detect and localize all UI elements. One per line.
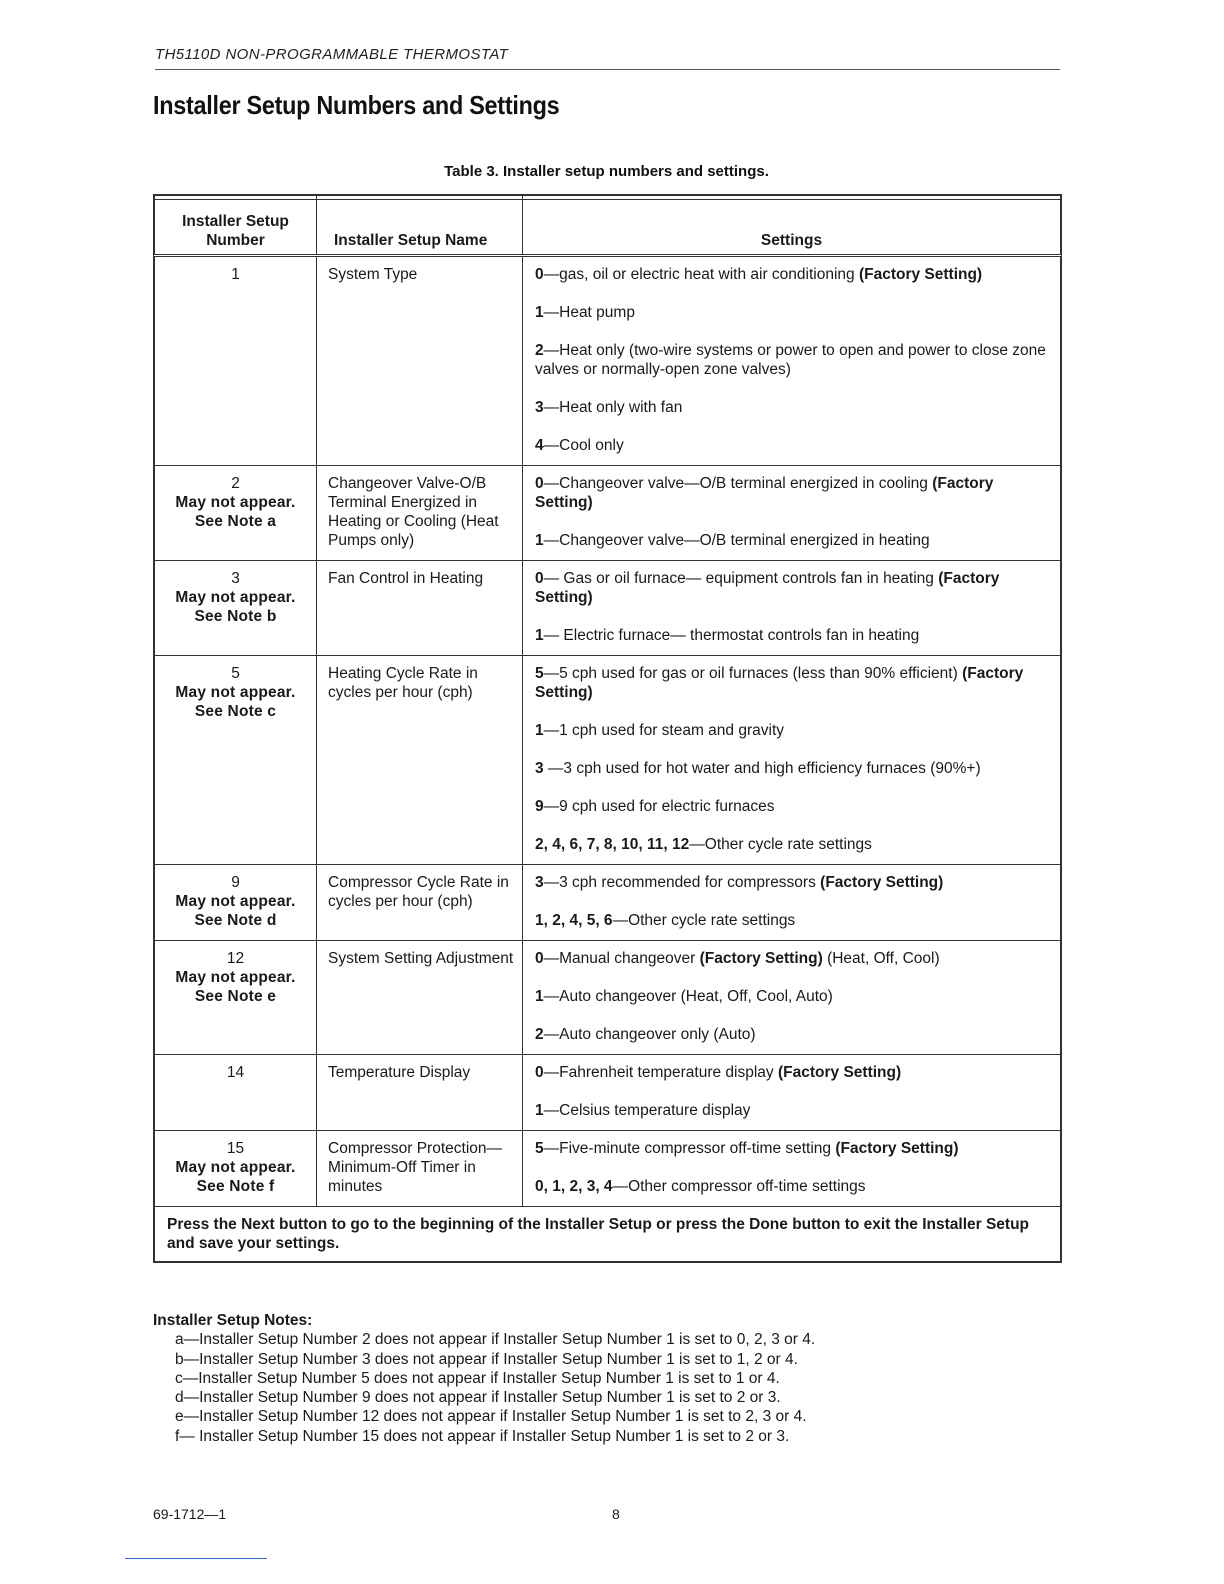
setting-option <box>535 569 1050 607</box>
setup-number-cell <box>155 561 317 656</box>
setting-description: —Changeover valve—O/B terminal energized in heating <box>543 532 930 549</box>
table-body <box>155 256 1061 1207</box>
setting-description: —Heat only (two-wire systems or power to open and power to close zone valves or normally-open zone valves) <box>535 342 1046 378</box>
setup-number: 2 <box>231 475 240 492</box>
setup-number: 3 <box>231 570 240 587</box>
settings-cell <box>523 941 1061 1055</box>
setting-option <box>535 303 1050 322</box>
settings-cell <box>523 466 1061 561</box>
table-row <box>155 466 1061 561</box>
setup-name-cell: Changeover Valve-O/B Terminal Energized in Heating or Cooling (Heat Pumps only) <box>317 466 523 561</box>
setting-code: 0, 1, 2, 3, 4 <box>535 1178 613 1195</box>
setting-code: 4 <box>535 437 544 454</box>
table-row <box>155 941 1061 1055</box>
settings-cell <box>523 865 1061 941</box>
setup-table <box>154 195 1061 1262</box>
setup-number: 14 <box>226 1064 245 1081</box>
factory-setting-label: (Factory Setting) <box>858 266 983 283</box>
setting-description: —Heat pump <box>543 304 635 321</box>
page-number: 8 <box>612 1506 620 1522</box>
setting-description: —5 cph used for gas or oil furnaces (less than 90% efficient) <box>543 665 958 682</box>
setting-code: 2 <box>535 342 544 359</box>
setup-number-cell <box>155 656 317 865</box>
setup-name-cell: Temperature Display <box>317 1055 523 1131</box>
setting-description: —3 cph used for hot water and high efficiency furnaces (90%+) <box>543 760 981 777</box>
note-item: a—Installer Setup Number 2 does not appear if Installer Setup Number 1 is set to 0, 2, 3 or 4. <box>175 1331 816 1349</box>
setting-option <box>535 721 1050 740</box>
setting-description: —Other cycle rate settings <box>689 836 872 853</box>
setup-number: 5 <box>231 665 240 682</box>
setting-option <box>535 1177 1050 1196</box>
setting-description: —Auto changeover only (Auto) <box>543 1026 756 1043</box>
note-item: d—Installer Setup Number 9 does not appear if Installer Setup Number 1 is set to 2 or 3. <box>175 1389 781 1407</box>
footer-rule <box>125 1558 267 1559</box>
setting-option <box>535 987 1050 1006</box>
setup-number-note: May not appear. See Note d <box>175 893 296 929</box>
setting-code: 1, 2, 4, 5, 6 <box>535 912 613 929</box>
setup-name-cell: Compressor Cycle Rate in cycles per hour (cph) <box>317 865 523 941</box>
setting-extra: (Heat, Off, Cool) <box>827 950 940 967</box>
setting-code: 5 <box>535 665 544 682</box>
setting-option <box>535 436 1050 455</box>
setup-number: 15 <box>226 1140 245 1157</box>
column-header-settings: Settings <box>523 196 1061 256</box>
setup-name-cell: Heating Cycle Rate in cycles per hour (cph) <box>317 656 523 865</box>
factory-setting-label: (Factory Setting) <box>699 950 823 967</box>
setting-option <box>535 664 1050 702</box>
table-row <box>155 1055 1061 1131</box>
setup-number-cell <box>155 466 317 561</box>
factory-setting-label: (Factory Setting) <box>535 570 1000 606</box>
setting-description: —1 cph used for steam and gravity <box>543 722 784 739</box>
setting-code: 0 <box>535 1064 544 1081</box>
setup-number-note: May not appear. See Note a <box>175 494 296 530</box>
table-footer-row <box>155 1207 1061 1262</box>
setting-description: —Changeover valve—O/B terminal energized in cooling <box>543 475 928 492</box>
setup-number-note: May not appear. See Note f <box>175 1159 296 1195</box>
table-row <box>155 256 1061 466</box>
setting-option <box>535 759 1050 778</box>
table-row <box>155 561 1061 656</box>
setting-code: 5 <box>535 1140 544 1157</box>
notes-title: Installer Setup Notes: <box>153 1312 313 1329</box>
setting-option <box>535 949 1050 968</box>
setup-name-cell: Fan Control in Heating <box>317 561 523 656</box>
setting-option <box>535 1025 1050 1044</box>
setting-description: —Fahrenheit temperature display <box>543 1064 774 1081</box>
setting-option <box>535 626 1050 645</box>
setup-name-cell: Compressor Protection— Minimum-Off Timer in minutes <box>317 1131 523 1207</box>
table-row <box>155 1131 1061 1207</box>
setting-code: 1 <box>535 1102 544 1119</box>
setting-code: 3 <box>535 874 544 891</box>
setup-number-cell <box>155 1131 317 1207</box>
setting-description: —Other cycle rate settings <box>612 912 796 929</box>
setup-number-cell <box>155 256 317 466</box>
table-footer-instruction: Press the Next button to go to the beginning of the Installer Setup or press the Done button to exit the Installer Setup and save your settings. <box>155 1207 1061 1262</box>
note-item: b—Installer Setup Number 3 does not appear if Installer Setup Number 1 is set to 1, 2 or 4. <box>175 1350 798 1368</box>
note-item: c—Installer Setup Number 5 does not appear if Installer Setup Number 1 is set to 1 or 4. <box>175 1369 780 1387</box>
setting-code: 1 <box>535 532 544 549</box>
settings-cell <box>523 256 1061 466</box>
factory-setting-label: (Factory Setting) <box>820 874 944 891</box>
table-row <box>155 656 1061 865</box>
setting-code: 1 <box>535 988 544 1005</box>
setup-table-container <box>153 194 1062 1263</box>
setting-option <box>535 835 1050 854</box>
setting-description: —gas, oil or electric heat with air conditioning <box>543 266 855 283</box>
setting-option <box>535 265 1050 284</box>
column-header-number: Installer Setup Number <box>155 196 317 256</box>
setting-option <box>535 797 1050 816</box>
setup-number: 12 <box>226 950 245 967</box>
setting-code: 1 <box>535 627 544 644</box>
setting-description: —Five-minute compressor off-time setting <box>543 1140 832 1157</box>
settings-cell <box>523 1055 1061 1131</box>
setting-code: 1 <box>535 722 544 739</box>
setting-option <box>535 1101 1050 1120</box>
setup-number-cell <box>155 865 317 941</box>
setting-code: 1 <box>535 304 544 321</box>
setup-number-note: May not appear. See Note b <box>175 589 296 625</box>
factory-setting-label: (Factory Setting) <box>535 475 994 511</box>
settings-cell <box>523 561 1061 656</box>
table-caption: Table 3. Installer setup numbers and settings. <box>444 163 769 180</box>
setting-description: —Manual changeover <box>543 950 696 967</box>
factory-setting-label: (Factory Setting) <box>535 665 1024 701</box>
setting-description: —Auto changeover (Heat, Off, Cool, Auto) <box>543 988 833 1005</box>
setting-option <box>535 474 1050 512</box>
setting-option <box>535 873 1050 892</box>
setup-number: 9 <box>231 874 240 891</box>
factory-setting-label: (Factory Setting) <box>777 1064 902 1081</box>
settings-cell <box>523 1131 1061 1207</box>
table-header-row <box>155 196 1061 256</box>
note-item: f— Installer Setup Number 15 does not appear if Installer Setup Number 1 is set to 2 or 3. <box>175 1427 790 1445</box>
setup-name-cell: System Type <box>317 256 523 466</box>
setting-option <box>535 911 1050 930</box>
note-item: e—Installer Setup Number 12 does not appear if Installer Setup Number 1 is set to 2, 3 or 4. <box>175 1408 807 1426</box>
setting-code: 2 <box>535 1026 544 1043</box>
installer-setup-notes <box>153 1311 815 1446</box>
setting-code: 0 <box>535 570 544 587</box>
document-number: 69-1712—1 <box>153 1506 227 1522</box>
setting-description: — Electric furnace— thermostat controls fan in heating <box>543 627 920 644</box>
setting-option <box>535 341 1050 379</box>
setting-code: 0 <box>535 950 544 967</box>
setting-description: — Gas or oil furnace— equipment controls fan in heating <box>543 570 934 587</box>
setup-number-note: May not appear. See Note e <box>175 969 296 1005</box>
table-row <box>155 865 1061 941</box>
setting-option <box>535 1063 1050 1082</box>
setup-number-note: May not appear. See Note c <box>175 684 296 720</box>
setup-number-cell <box>155 941 317 1055</box>
setting-description: —3 cph recommended for compressors <box>543 874 816 891</box>
setting-code: 9 <box>535 798 544 815</box>
setting-code: 3 <box>535 760 544 777</box>
settings-cell <box>523 656 1061 865</box>
setting-description: —Cool only <box>543 437 624 454</box>
setting-option <box>535 398 1050 417</box>
setting-description: —Heat only with fan <box>543 399 683 416</box>
setting-code: 0 <box>535 266 544 283</box>
factory-setting-label: (Factory Setting) <box>835 1140 959 1157</box>
notes-list <box>153 1330 815 1446</box>
setting-description: —Celsius temperature display <box>543 1102 751 1119</box>
setup-number: 1 <box>231 266 240 283</box>
setting-description: —Other compressor off-time settings <box>612 1178 866 1195</box>
setting-code: 3 <box>535 399 544 416</box>
setup-number-cell <box>155 1055 317 1131</box>
setup-name-cell: System Setting Adjustment <box>317 941 523 1055</box>
setting-code: 2, 4, 6, 7, 8, 10, 11, 12 <box>535 836 690 853</box>
setting-option <box>535 1139 1050 1158</box>
page-title: Installer Setup Numbers and Settings <box>153 90 560 120</box>
setting-description: —9 cph used for electric furnaces <box>543 798 775 815</box>
setting-option <box>535 531 1050 550</box>
setting-code: 0 <box>535 475 544 492</box>
running-head: TH5110D NON-PROGRAMMABLE THERMOSTAT <box>155 46 1060 70</box>
column-header-name: Installer Setup Name <box>317 196 523 256</box>
